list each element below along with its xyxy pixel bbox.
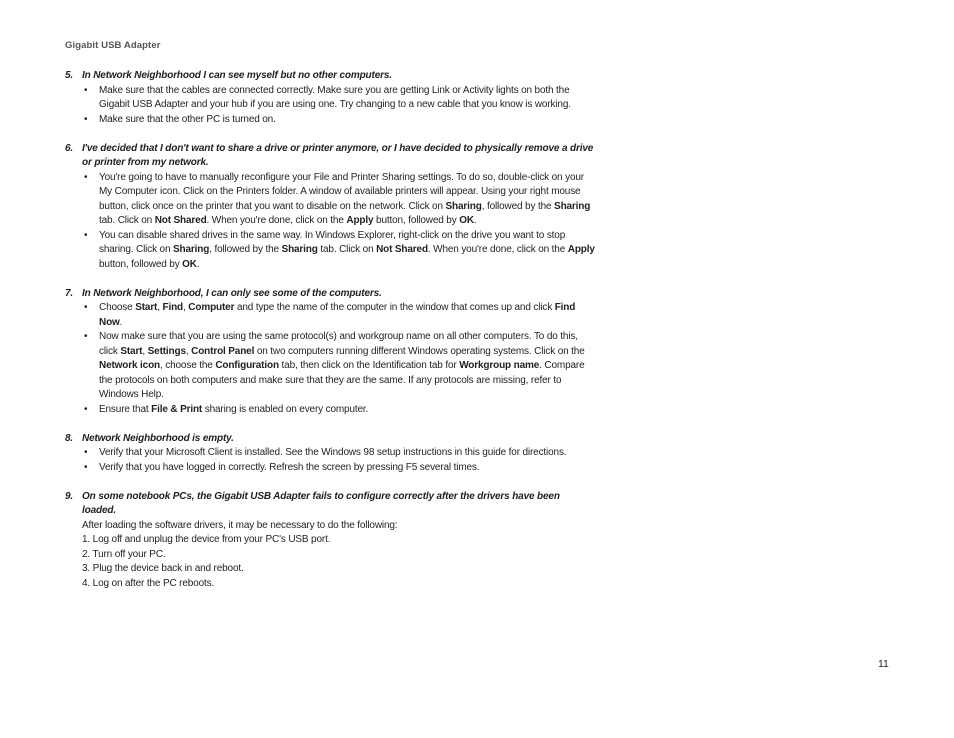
emphasis-text: OK (182, 258, 197, 270)
faq-section-9 (65, 490, 595, 592)
faq-question (65, 490, 595, 519)
bullet-item: • Choose Start, Find, Computer and type the name of the computer in the window that comes up and click Find Now. (84, 302, 576, 328)
bullet-list (65, 84, 595, 128)
question-number: 7. (65, 287, 74, 299)
emphasis-text: OK (459, 215, 474, 226)
faq-section-8 (65, 432, 595, 476)
faq-question (65, 432, 595, 447)
step-line: 2. Turn off your PC. (82, 548, 166, 560)
bullet-item: • Verify that you have logged in correctly. Refresh the screen by pressing F5 several times. (82, 461, 595, 476)
emphasis-text: Find (162, 302, 184, 313)
bullet-icon: • (84, 461, 88, 473)
running-header: Gigabit USB Adapter (65, 40, 161, 51)
emphasis-text: Start (120, 345, 143, 357)
bullet-list (65, 171, 595, 273)
emphasis-text: Apply (346, 215, 374, 226)
question-number: 9. (65, 490, 74, 502)
emphasis-text: Computer (188, 302, 235, 313)
bullet-item: • Make sure that the other PC is turned on. (82, 113, 595, 128)
emphasis-text: Workgroup name (459, 360, 540, 371)
question-text: I've decided that I don't want to share a drive or printer anymore, or I have decided to physically remove a drive or printer from my network. (82, 142, 594, 168)
bullet-icon: • (84, 171, 88, 183)
emphasis-text: Start (135, 302, 158, 313)
faq-section-6 (65, 142, 595, 273)
question-text: In Network Neighborhood, I can only see some of the computers. (82, 287, 382, 299)
bullet-item: • You can disable shared drives in the same way. In Windows Explorer, right-click on the drive you want to stop sharing. Click on Sharing, followed by the Sharing tab. Click on Not Shared. When you're done, click on the Apply button, followed by OK. (84, 229, 595, 270)
question-number: 6. (65, 142, 74, 154)
emphasis-text: Apply (567, 244, 595, 255)
page-number: 11 (878, 658, 889, 670)
bullet-item: • Verify that your Microsoft Client is installed. See the Windows 98 setup instructions in this guide for directions. (82, 446, 595, 461)
bullet-item: • Ensure that File & Print sharing is enabled on every computer. (82, 403, 595, 418)
faq-section-5 (65, 69, 595, 127)
emphasis-text: Not Shared (376, 244, 428, 255)
step-line: 4. Log on after the PC reboots. (82, 577, 215, 589)
faq-question (65, 142, 595, 171)
emphasis-text: Sharing (445, 200, 482, 212)
emphasis-text: Configuration (215, 360, 279, 371)
faq-question (65, 69, 595, 84)
question-text: Network Neighborhood is empty. (82, 432, 234, 444)
emphasis-text: File & Print (151, 403, 203, 415)
bullet-list (65, 446, 595, 475)
emphasis-text: Sharing (281, 244, 318, 255)
bullet-icon: • (84, 113, 88, 125)
emphasis-text: Settings (147, 345, 186, 357)
step-line: After loading the software drivers, it may be necessary to do the following: (82, 519, 398, 531)
troubleshooting-content (65, 69, 595, 606)
bullet-item: • Make sure that the cables are connected correctly. Make sure you are getting Link or Activity lights on both the Gigabit USB Adapter and your hub if you are using one. Try changing to a new cable that you know is working. (84, 84, 571, 110)
bullet-icon: • (84, 84, 88, 96)
bullet-icon: • (84, 229, 88, 241)
emphasis-text: Not Shared (154, 215, 207, 226)
faq-section-7 (65, 287, 595, 418)
bullet-icon: • (84, 447, 88, 458)
emphasis-text: Sharing (554, 200, 591, 212)
question-text: In Network Neighborhood I can see myself but no other computers. (82, 70, 392, 81)
question-number: 5. (65, 70, 74, 81)
emphasis-text: Sharing (173, 244, 210, 255)
bullet-icon: • (84, 403, 88, 415)
question-number: 8. (65, 432, 74, 444)
step-line: 1. Log off and unplug the device from your PC's USB port. (82, 534, 331, 545)
step-line: 3. Plug the device back in and reboot. (82, 563, 244, 574)
emphasis-text: Control Panel (191, 345, 255, 357)
faq-question (65, 287, 595, 302)
emphasis-text: Find Now (99, 302, 576, 328)
bullet-item: • Now make sure that you are using the same protocol(s) and workgroup name on all other computers. To do this, click Start, Settings, Control Panel on two computers running different Windows operating systems. Click on the Network icon, choose the Configuration tab, then click on the Identification tab for Workgroup name. Compare the protocols on both computers and make sure that they are the same. If any protocols are missing, refer to Windows Help. (84, 331, 585, 400)
bullet-item: • You're going to have to manually reconfigure your File and Printer Sharing settings. To do so, double-click on your My Computer icon. Click on the Printers folder. A window of available printers will appear. Using your right mouse button, click once on the printer that you want to disable on the network. Click on Sharing, followed by the Sharing tab. Click on Not Shared. When you're done, click on the Apply button, followed by OK. (84, 171, 591, 226)
bullet-icon: • (84, 302, 88, 313)
bullet-icon: • (84, 331, 88, 342)
question-text: On some notebook PCs, the Gigabit USB Adapter fails to configure correctly after the drivers have been loaded. (82, 490, 560, 516)
bullet-list (65, 301, 595, 417)
emphasis-text: Network icon (99, 360, 160, 371)
